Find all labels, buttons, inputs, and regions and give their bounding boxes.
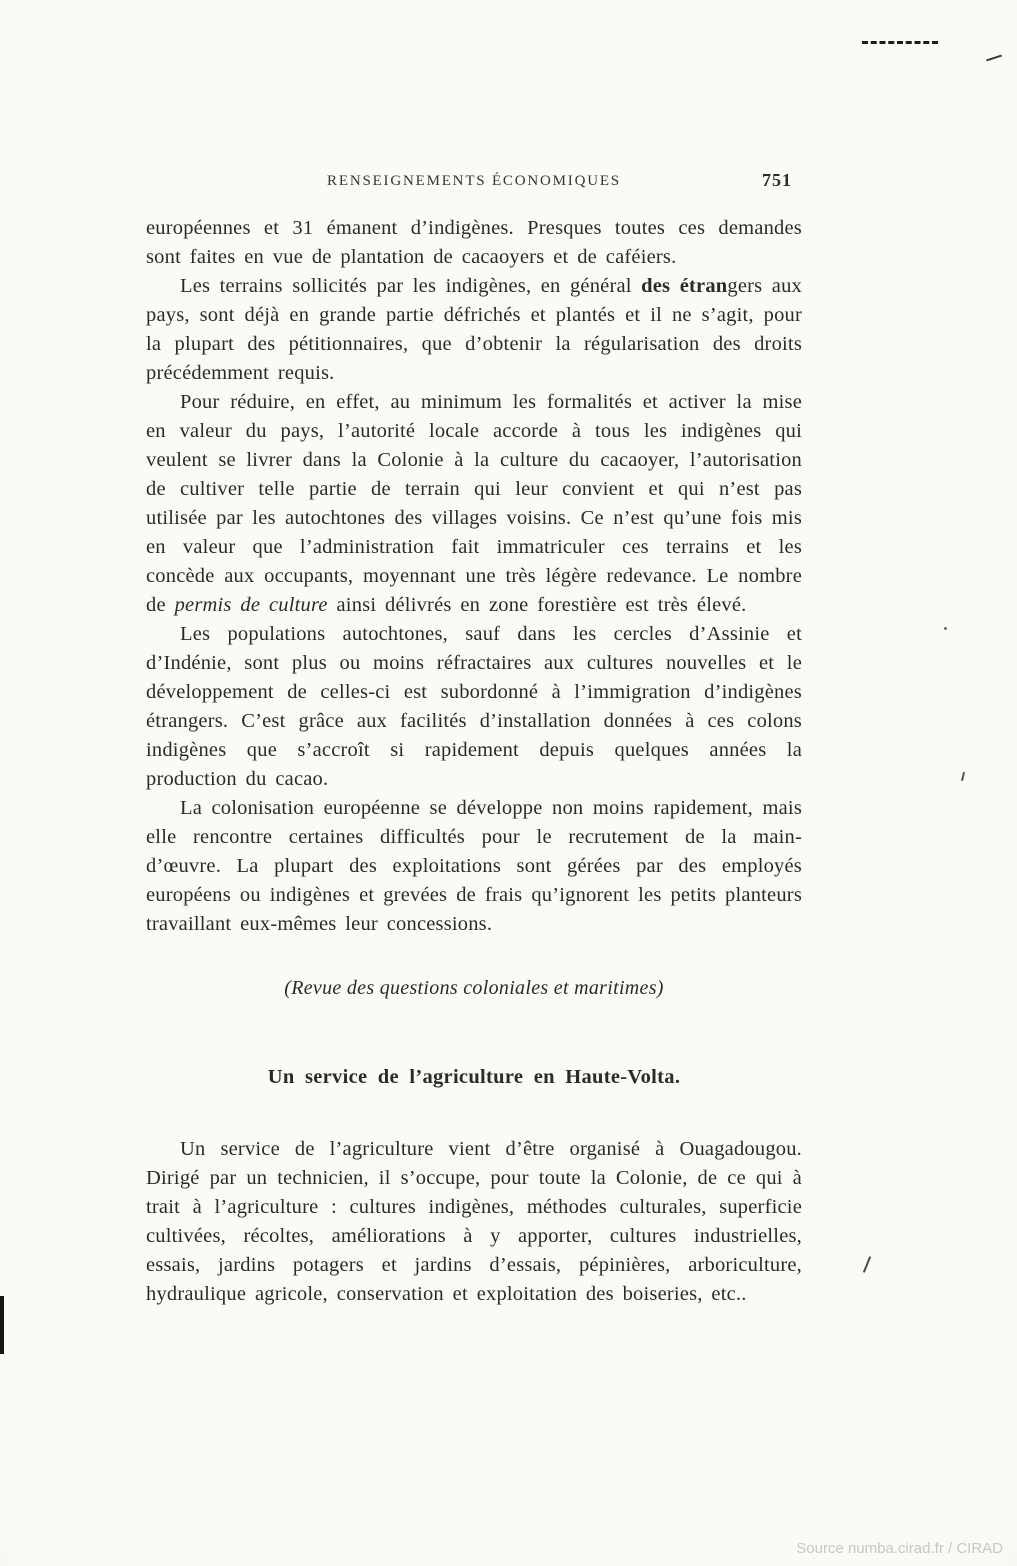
paragraph <box>146 620 802 794</box>
text-segment: La colonisation européenne se développe non moins rapidement, mais elle rencontre certaines difficultés pour le recrutement de la main-d’œuvre. La plupart des exploitations sont gérées par des employés européens ou indigènes et grevées de frais qu’ignorent les petits planteurs travaillant eux-mêmes leur concessions. <box>146 797 802 935</box>
text-segment: Pour réduire, en effet, au minimum les formalités et activer la mise en valeur du pays, l’autorité locale accorde à tous les indigènes qui veulent se livrer dans la Colonie à la culture du cacaoyer, l’autorisation de cultiver telle partie de terrain qui leur convient et qui n’est pas utilisée par les autochtones des villages voisins. Ce n’est qu’une fois mis en valeur que l’administration fait immatriculer ces terrains et les concède aux occupants, moyennant une très légère redevance. Le nombre de <box>146 391 802 616</box>
scan-artifact-speck <box>944 627 947 630</box>
text-column <box>146 170 802 1309</box>
text-segment: Les populations autochtones, sauf dans les cercles d’Assinie et d’Indénie, sont plus ou moins réfractaires aux cultures nouvelles et le développement de celles-ci est subordonné à l’immigration d’indigènes étrangers. C’est grâce aux facilités d’installation données à ces colons indigènes que s’accroît si rapidement depuis quelques années la production du cacao. <box>146 623 802 790</box>
page-number: 751 <box>762 170 792 190</box>
text-segment: ainsi délivrés en zone forestière est très élevé. <box>327 594 747 616</box>
scan-artifact-quote <box>961 772 965 781</box>
scan-artifact-dash <box>986 55 1002 62</box>
paragraph <box>146 1135 802 1309</box>
paragraph <box>146 794 802 939</box>
scan-artifact-dashes <box>862 41 938 44</box>
source-watermark: Source numba.cirad.fr / CIRAD <box>796 1540 1003 1557</box>
page-header <box>146 170 802 196</box>
text-segment: Un service de l’agriculture vient d’être organisé à Ouagadougou. Dirigé par un technicien, il s’occupe, pour toute la Colonie, de ce qui à trait à l’agriculture : cultures indigènes, méthodes culturales, superficie cultivées, récoltes, améliorations à y apporter, cultures industrielles, essais, jardins potagers et jardins d’essais, pépinières, arboriculture, hydraulique agricole, conservation et exploitation des boiseries, etc.. <box>146 1138 802 1305</box>
running-header-title: RENSEIGNEMENTS ÉCONOMIQUES <box>327 173 621 189</box>
attribution-line: (Revue des questions coloniales et maritimes) <box>284 977 664 999</box>
text-segment: permis de culture <box>174 594 328 616</box>
section-heading: Un service de l’agriculture en Haute-Volta. <box>267 1066 681 1088</box>
document-body <box>146 214 802 1309</box>
scan-artifact-tick <box>863 1256 871 1273</box>
text-segment: Les terrains sollicités par les indigènes, en général <box>180 275 642 297</box>
text-segment: des étran <box>641 275 728 297</box>
text-segment: européennes et 31 émanent d’indigènes. Presques toutes ces demandes sont faites en vue de plantation de cacaoyers et de caféiers. <box>146 217 802 268</box>
paragraph <box>146 388 802 620</box>
text-segment: gers aux pays, sont déjà en grande partie défrichés et plantés et il ne s’agit, pour la plupart des pétitionnaires, que d’obtenir la régularisation des droits précédemment requis. <box>146 275 802 384</box>
paragraph <box>146 272 802 388</box>
scan-artifact-bar <box>0 1296 4 1354</box>
paragraph <box>146 214 802 272</box>
